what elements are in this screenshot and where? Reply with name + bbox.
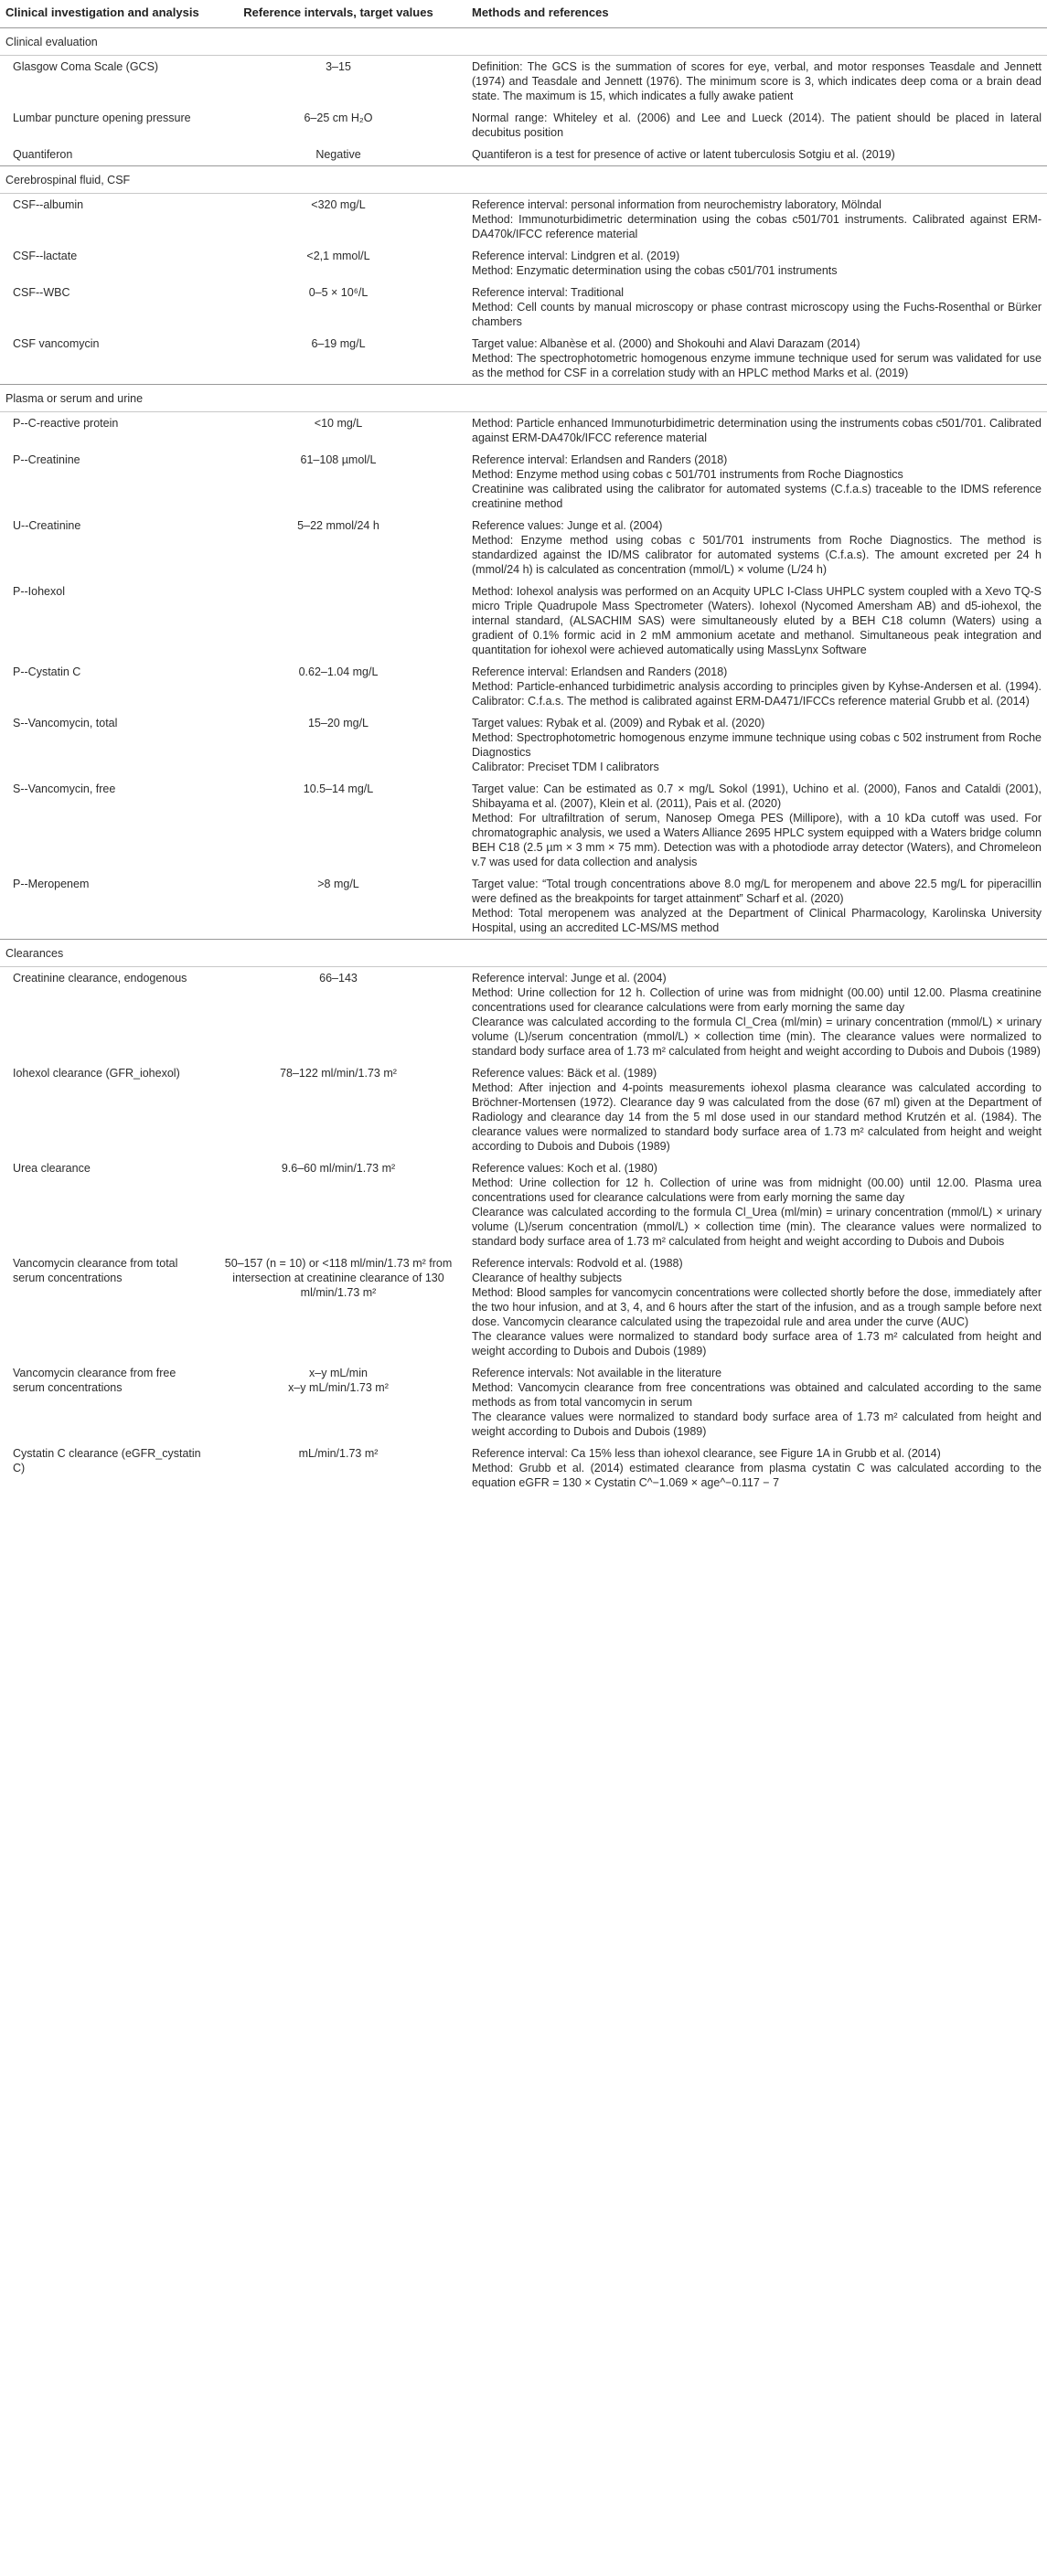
investigation-name: P--Iohexol [13, 585, 65, 598]
methods-cell [466, 515, 1047, 580]
methods-text: Method: Urine collection for 12 h. Collection of urine was from midnight (00.00) until 12.00. Plasma creatinine concentrations used for clearance calculations were from early morning the same day [472, 986, 1042, 1014]
table-row [0, 712, 1047, 778]
reference-value: 50–157 (n = 10) or <118 ml/min/1.73 m² from intersection at creatinine clearance of 130 ml/min/1.73 m² [224, 1257, 453, 1299]
reference-value: 6–25 cm H₂O [304, 112, 373, 124]
table-row [0, 1442, 1047, 1494]
investigation-name: CSF--WBC [13, 286, 70, 299]
table-row [0, 333, 1047, 385]
methods-cell [466, 661, 1047, 712]
table-row [0, 107, 1047, 144]
methods-text: Target value: “Total trough concentrations above 8.0 mg/L for meropenem and above 22.5 mg/L for piperacillin were defined as the breakpoints for target attainment” Scharf et al. (2020) [472, 878, 1042, 905]
methods-cell [466, 778, 1047, 873]
investigation-name: U--Creatinine [13, 519, 81, 532]
reference-value: x–y mL/min x–y mL/min/1.73 m² [288, 1367, 389, 1394]
methods-text: Method: After injection and 4-points measurements iohexol plasma clearance was calculated according to Bröchner-Mortensen (1972). Clearance day 9 was calculated from the dose (67 ml) given at the Department of Radiology and clearance day 14 from the 5 ml dose used in our standard method Krutzén et al. (1984). The clearance values were normalized to standard body surface area of 1.73 m² calculated from height and weight according to Dubois and Dubois (1989) [472, 1081, 1042, 1153]
table-row [0, 515, 1047, 580]
table-row [0, 449, 1047, 515]
header-investigation: Clinical investigation and analysis [0, 0, 210, 28]
methods-text: Method: Particle-enhanced turbidimetric analysis according to principles given by Kyhse-Andersen et al. (1994). Calibrator: C.f.a.s. The method is calibrated against ERM-DA471/IFCCs reference material Grubb et al. (2014) [472, 680, 1042, 708]
methods-text: Reference interval: personal information from neurochemistry laboratory, Mölndal [472, 198, 881, 211]
methods-text: Reference interval: Lindgren et al. (2019) [472, 250, 680, 262]
table-row [0, 56, 1047, 108]
reference-value: 5–22 mmol/24 h [297, 519, 379, 532]
methods-cell [466, 333, 1047, 385]
investigation-name: CSF--lactate [13, 250, 78, 262]
reference-value: mL/min/1.73 m² [298, 1447, 379, 1460]
methods-text: Method: Enzyme method using cobas c 501/701 instruments from Roche Diagnostics [472, 468, 903, 481]
table-row [0, 412, 1047, 450]
methods-text: Reference intervals: Not available in the literature [472, 1367, 722, 1379]
table-row [0, 778, 1047, 873]
investigation-name: Quantiferon [13, 148, 73, 161]
methods-text: Clearance was calculated according to the formula Cl_Urea (ml/min) = urinary concentration (mmol/L) × urinary volume (L)/serum concentration (mmol/L) × collection time (min). The clearance values were normalized to standard body surface area of 1.73 m² calculated from height and weight according to Dubois and Dubois [472, 1206, 1042, 1248]
investigation-name: Urea clearance [13, 1162, 91, 1175]
methods-cell [466, 1157, 1047, 1252]
methods-text: Method: Particle enhanced Immunoturbidimetric determination using the instruments cobas c501/701. Calibrated against ERM-DA470k/IFCC reference material [472, 417, 1042, 444]
methods-cell [466, 194, 1047, 246]
methods-text: Reference interval: Erlandsen and Randers (2018) [472, 665, 728, 678]
section-header-row [0, 166, 1047, 194]
methods-cell [466, 967, 1047, 1063]
methods-cell [466, 1362, 1047, 1442]
investigation-name: Glasgow Coma Scale (GCS) [13, 60, 159, 73]
investigation-name: Creatinine clearance, endogenous [13, 972, 187, 985]
investigation-name: P--Creatinine [13, 453, 80, 466]
methods-cell [466, 107, 1047, 144]
methods-text: Quantiferon is a test for presence of active or latent tuberculosis Sotgiu et al. (2019) [472, 148, 895, 161]
methods-cell [466, 580, 1047, 661]
table-row [0, 1362, 1047, 1442]
methods-text: Method: The spectrophotometric homogenous enzyme immune technique used for serum was validated for use as the method for CSF in a correlation study with an HPLC method Marks et al. (2019) [472, 352, 1042, 379]
reference-value: 66–143 [319, 972, 358, 985]
methods-cell [466, 245, 1047, 282]
methods-cell [466, 56, 1047, 108]
methods-text: Reference interval: Erlandsen and Randers (2018) [472, 453, 728, 466]
table-row [0, 967, 1047, 1063]
investigation-name: S--Vancomycin, total [13, 717, 118, 729]
investigation-name: P--C-reactive protein [13, 417, 119, 430]
methods-text: Reference interval: Ca 15% less than iohexol clearance, see Figure 1A in Grubb et al. (2014) [472, 1447, 941, 1460]
methods-text: Reference values: Bäck et al. (1989) [472, 1067, 657, 1080]
methods-text: Method: Enzyme method using cobas c 501/701 instruments from Roche Diagnostics. The method is standardized against the ID/MS calibrator for automated systems (C.f.a.s). The amount excreted per 24 h (mmol/24 h) is calculated as concentration (mmol/L) × volume (L/24 h) [472, 534, 1042, 576]
methods-text: Method: Spectrophotometric homogenous enzyme immune technique using cobas c 502 instrument from Roche Diagnostics [472, 731, 1042, 759]
reference-value: 3–15 [326, 60, 351, 73]
methods-text: Creatinine was calibrated using the calibrator for automated systems (C.f.a.s) traceable to the IDMS reference creatinine method [472, 483, 1042, 510]
investigation-name: Lumbar puncture opening pressure [13, 112, 191, 124]
section-header-row [0, 385, 1047, 412]
reference-value: 0–5 × 10⁶/L [308, 286, 369, 299]
methods-text: Reference interval: Traditional [472, 286, 625, 299]
reference-value: 78–122 ml/min/1.73 m² [280, 1067, 397, 1080]
methods-text: The clearance values were normalized to standard body surface area of 1.73 m² calculated from height and weight according to Dubois and Dubois (1989) [472, 1330, 1042, 1357]
table-row [0, 1157, 1047, 1252]
methods-text: Target value: Albanèse et al. (2000) and Shokouhi and Alavi Darazam (2014) [472, 337, 860, 350]
methods-cell [466, 1252, 1047, 1362]
header-reference: Reference intervals, target values [210, 0, 466, 28]
methods-text: Reference values: Junge et al. (2004) [472, 519, 663, 532]
investigation-name: P--Cystatin C [13, 665, 81, 678]
methods-text: Calibrator: Preciset TDM I calibrators [472, 761, 659, 773]
table-row [0, 1252, 1047, 1362]
methods-text: Clearance of healthy subjects [472, 1272, 622, 1284]
methods-cell [466, 1062, 1047, 1157]
reference-value: 61–108 µmol/L [300, 453, 377, 466]
reference-value: 10.5–14 mg/L [303, 782, 374, 795]
investigation-name: Vancomycin clearance from free serum concentrations [13, 1367, 176, 1394]
table-body [0, 28, 1047, 1495]
table-row [0, 245, 1047, 282]
methods-cell [466, 144, 1047, 166]
methods-text: Normal range: Whiteley et al. (2006) and Lee and Lueck (2014). The patient should be placed in lateral decubitus position [472, 112, 1042, 139]
table-row [0, 144, 1047, 166]
reference-value: Negative [315, 148, 361, 161]
methods-cell [466, 449, 1047, 515]
methods-text: Reference intervals: Rodvold et al. (1988) [472, 1257, 683, 1270]
investigation-name: P--Meropenem [13, 878, 90, 890]
methods-text: Method: Blood samples for vancomycin concentrations were collected shortly before the dose, immediately after the two hour infusion, and at 3, 4, and 6 hours after the start of the infusion, and as a trough sample before next dose. Vancomycin clearance calculated using the trapezoidal rule and area under the curve (AUC) [472, 1286, 1042, 1328]
section-title: Clinical evaluation [0, 28, 1047, 56]
methods-text: Target value: Can be estimated as 0.7 × mg/L Sokol (1991), Uchino et al. (2000), Fanos and Cataldi (2001), Shibayama et al. (2007), Klein et al. (2011), Pais et al. (2020) [472, 782, 1042, 810]
methods-text: Method: Vancomycin clearance from free concentrations was obtained and calculated according to the same methods as from total vancomycin in serum [472, 1381, 1042, 1409]
methods-text: Clearance was calculated according to the formula Cl_Crea (ml/min) = urinary concentration (mmol/L) × urinary volume (L)/serum concentration (mmol/L) × collection time (min). The clearance values were normalized to standard body surface area of 1.73 m² calculated from height and weight according to Dubois and Dubois (1989) [472, 1016, 1042, 1058]
reference-value: <10 mg/L [314, 417, 363, 430]
header-row [0, 0, 1047, 28]
table-row [0, 282, 1047, 333]
methods-text: Method: Immunoturbidimetric determination using the cobas c501/701 instruments. Calibrated against ERM-DA470k/IFCC reference material [472, 213, 1042, 240]
reference-value: >8 mg/L [317, 878, 359, 890]
section-title: Plasma or serum and urine [0, 385, 1047, 412]
investigation-name: S--Vancomycin, free [13, 782, 116, 795]
table-row [0, 1062, 1047, 1157]
investigation-name: Cystatin C clearance (eGFR_cystatin C) [13, 1447, 201, 1474]
reference-value: 15–20 mg/L [307, 717, 369, 729]
methods-text: Method: Total meropenem was analyzed at the Department of Clinical Pharmacology, Karolinska University Hospital, using an accredited LC-MS/MS method [472, 907, 1042, 934]
methods-cell [466, 1442, 1047, 1494]
header-methods: Methods and references [466, 0, 1047, 28]
methods-cell [466, 412, 1047, 450]
methods-text: Method: Urine collection for 12 h. Collection of urine was from midnight (00.00) until 12.00. Plasma urea concentrations used for clearance calculations were from early morning the same day [472, 1176, 1042, 1204]
section-title: Cerebrospinal fluid, CSF [0, 166, 1047, 194]
table-row [0, 580, 1047, 661]
methods-text: The clearance values were normalized to standard body surface area of 1.73 m² calculated from height and weight according to Dubois and Dubois (1989) [472, 1410, 1042, 1438]
section-title: Clearances [0, 940, 1047, 967]
methods-cell [466, 873, 1047, 940]
investigation-name: CSF vancomycin [13, 337, 100, 350]
methods-cell [466, 282, 1047, 333]
reference-value: <320 mg/L [311, 198, 366, 211]
methods-text: Method: Cell counts by manual microscopy or phase contrast microscopy using the Fuchs-Rosenthal or Bürker chambers [472, 301, 1042, 328]
reference-value: 9.6–60 ml/min/1.73 m² [281, 1162, 396, 1175]
methods-cell [466, 712, 1047, 778]
investigation-name: Vancomycin clearance from total serum concentrations [13, 1257, 178, 1284]
reference-value: 6–19 mg/L [311, 337, 366, 350]
methods-text: Method: For ultrafiltration of serum, Nanosep Omega PES (Millipore), with a 10 kDa cutoff was used. For chromatographic analysis, we used a Waters Alliance 2695 HPLC system equipped with a Waters bridge column BEH C18 (2.5 µm × 3 mm × 75 mm). Detection was with a photodiode array detector (Waters), and Chromeleon v.7 was used for data collection and analysis [472, 812, 1042, 868]
section-header-row [0, 940, 1047, 967]
reference-value [210, 580, 466, 661]
reference-value: 0.62–1.04 mg/L [298, 665, 379, 678]
section-header-row [0, 28, 1047, 56]
methods-text: Method: Enzymatic determination using the cobas c501/701 instruments [472, 264, 838, 277]
table-row [0, 194, 1047, 246]
methods-text: Method: Grubb et al. (2014) estimated clearance from plasma cystatin C was calculated according to the equation eGFR = 130 × Cystatin C^−1.069 × age^−0.117 − 7 [472, 1462, 1042, 1489]
methods-text: Reference values: Koch et al. (1980) [472, 1162, 657, 1175]
methods-text: Target values: Rybak et al. (2009) and Rybak et al. (2020) [472, 717, 765, 729]
table-row [0, 661, 1047, 712]
investigation-name: Iohexol clearance (GFR_iohexol) [13, 1067, 180, 1080]
methods-text: Reference interval: Junge et al. (2004) [472, 972, 667, 985]
reference-value: <2,1 mmol/L [306, 250, 370, 262]
table-row [0, 873, 1047, 940]
investigation-name: CSF--albumin [13, 198, 84, 211]
methods-text: Method: Iohexol analysis was performed on an Acquity UPLC I-Class UHPLC system coupled with a Xevo TQ-S micro Triple Quadrupole Mass Spectrometer (Waters). Iohexol (Nycomed Amersham AB) and d5-iohexol, the internal standard, (ALSACHIM SAS) were simultaneously eluted by a BEH C18 column (Waters) using a gradient of 0.1% formic acid in 2 mM ammonium acetate and methanol. Simultaneous peak integration and quantitation for iohexol were achieved automatically using MassLynx Software [472, 585, 1042, 656]
methods-text: Definition: The GCS is the summation of scores for eye, verbal, and motor responses Teasdale and Jennett (1974) and Teasdale and Jennett (1976). The minimum score is 3, which indicates deep coma or a brain dead state. The maximum is 15, which indicates a fully awake patient [472, 60, 1042, 102]
